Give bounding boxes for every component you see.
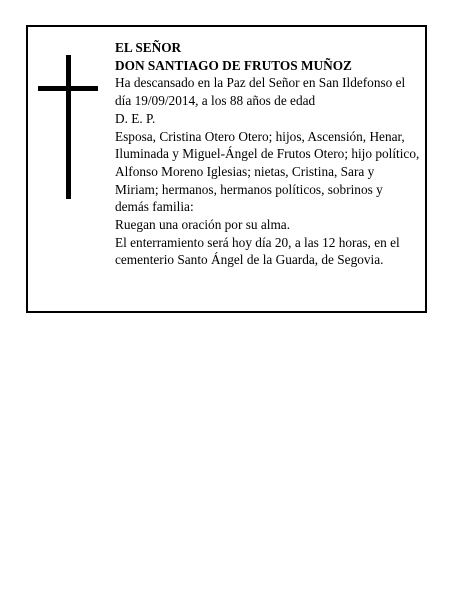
cross-horizontal-bar <box>38 86 98 91</box>
death-announcement: Ha descansado en la Paz del Señor en San Ildefonso el día 19/09/2014, a los 88 años de edad <box>115 75 406 109</box>
deceased-name: DON SANTIAGO DE FRUTOS MUÑOZ <box>115 57 352 73</box>
prayer-request: Ruegan una oración por su alma. <box>115 217 291 233</box>
cross-vertical-bar <box>66 55 71 199</box>
burial-details: El enterramiento será hoy día 20, a las 12 horas, en el cementerio Santo Ángel de la Guarda, de Segovia. <box>115 234 400 268</box>
obituary-notice <box>26 25 427 313</box>
family-list: Esposa, Cristina Otero Otero; hijos, Ascensión, Henar, Iluminada y Miguel-Ángel de Frutos Otero; hijo político, Alfonso Moreno Iglesias; nietas, Cristina, Sara y Miriam; hermanos, hermanos políticos, sobrinos y demás familia: <box>115 128 420 215</box>
honorific-title: EL SEÑOR <box>115 40 182 55</box>
rip-line: D. E. P. <box>115 110 156 126</box>
latin-cross-icon <box>38 55 98 199</box>
obituary-text <box>115 39 420 269</box>
